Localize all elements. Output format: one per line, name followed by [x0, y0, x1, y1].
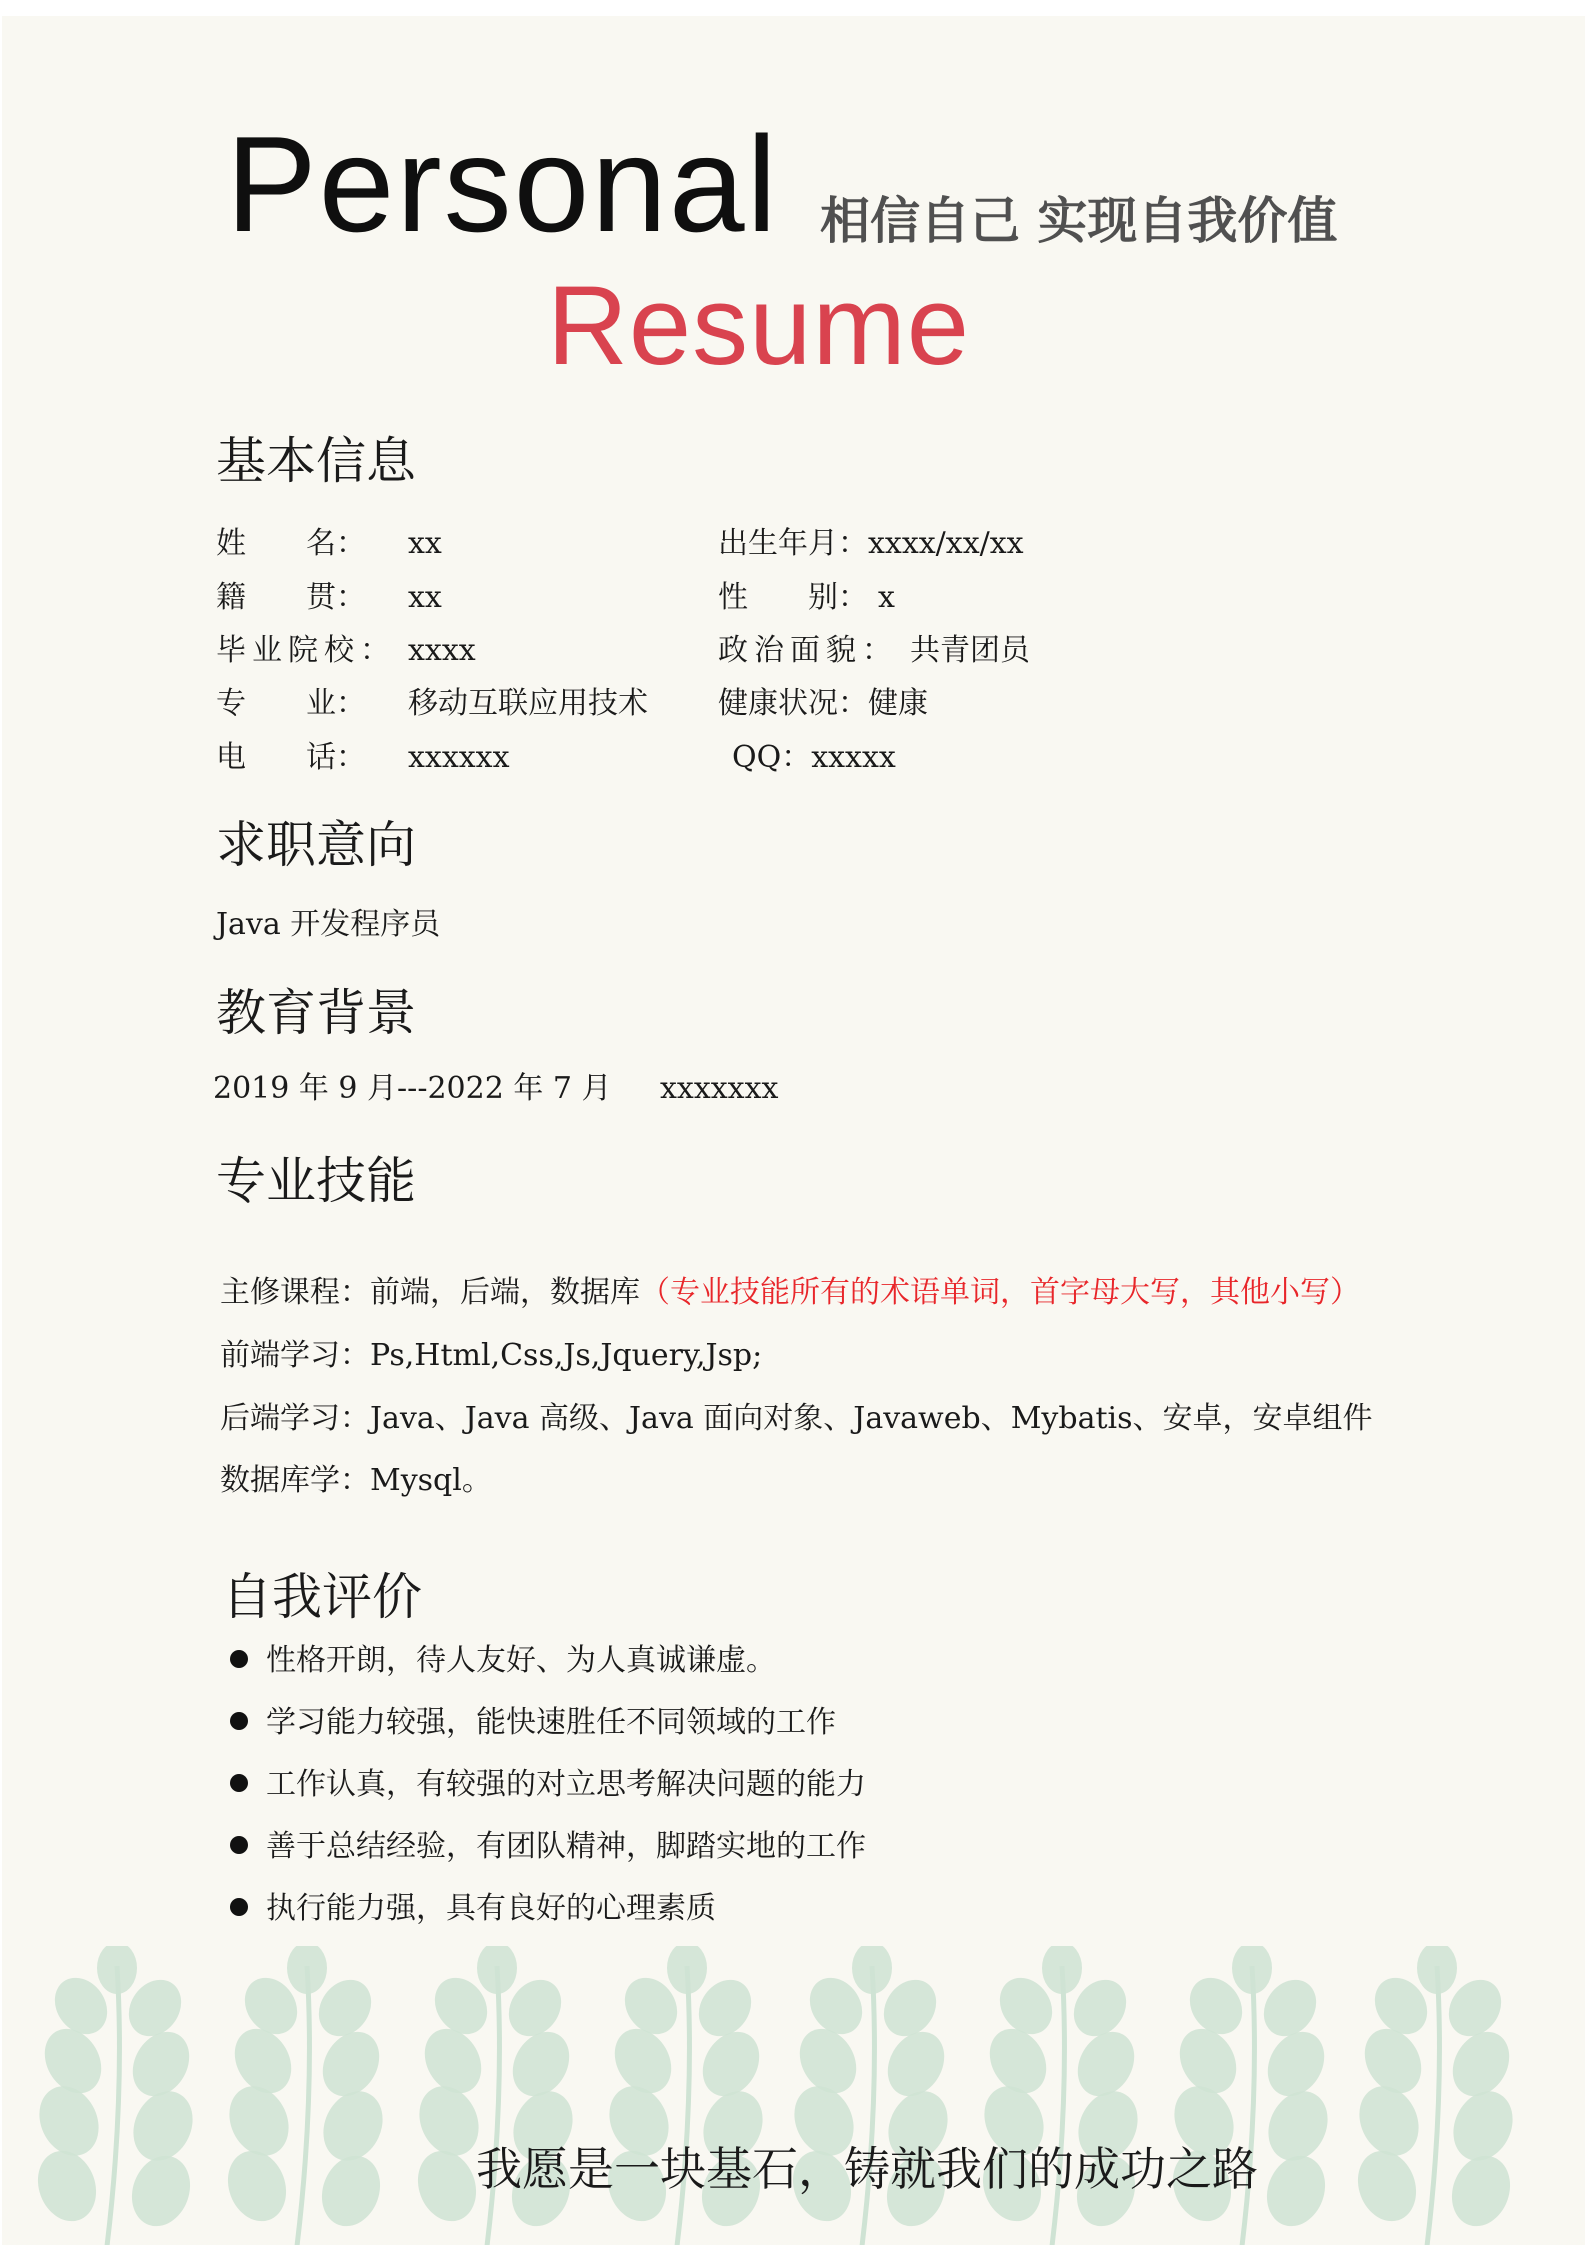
info-origin-label: 籍 贯：: [216, 580, 366, 615]
education-period: 2019 年 9 月---2022 年 7 月: [213, 1071, 612, 1106]
leaf-sprig-icon: [783, 1946, 958, 2245]
resume-page: [2, 16, 1585, 2245]
info-origin-value: xx: [408, 580, 442, 615]
self-evaluation-item: 学习能力较强，能快速胜任不同领域的工作: [230, 1708, 836, 1738]
leaf-sprig-icon: [973, 1946, 1148, 2245]
leaf-sprig-icon: [598, 1946, 773, 2245]
info-birth-label: 出生年月：: [718, 526, 868, 561]
title-personal: Personal: [226, 108, 779, 260]
title-resume: Resume: [547, 263, 971, 388]
education-heading: 教育背景: [216, 984, 416, 1042]
info-school-label: 毕业院校：: [216, 633, 396, 668]
bullet-dot-icon: [230, 1650, 248, 1668]
info-political-row: [718, 633, 1030, 668]
info-health-row: [718, 686, 928, 721]
bullet-dot-icon: [230, 1712, 248, 1730]
leaf-sprig-icon: [1348, 1946, 1523, 2245]
info-political-label: 政治面貌：: [718, 633, 898, 668]
education-school: xxxxxxx: [660, 1071, 779, 1106]
self-evaluation-item: 工作认真，有较强的对立思考解决问题的能力: [230, 1770, 866, 1800]
info-origin-row: [216, 580, 442, 615]
skills-main-note: （专业技能所有的术语单词，首字母大写，其他小写）: [640, 1275, 1360, 1310]
info-major-value: 移动互联应用技术: [408, 686, 648, 721]
skills-heading: 专业技能: [216, 1152, 416, 1210]
leaf-sprig-icon: [408, 1946, 583, 2245]
bullet-dot-icon: [230, 1774, 248, 1792]
info-phone-row: [216, 740, 510, 775]
info-qq-value: xxxxx: [811, 740, 896, 775]
info-major-label: 专 业：: [216, 686, 366, 721]
self-evaluation-item: 性格开朗，待人友好、为人真诚谦虚。: [230, 1646, 776, 1676]
info-name-row: [216, 526, 442, 561]
info-health-label: 健康状况：: [718, 686, 868, 721]
info-school-value: xxxx: [408, 633, 476, 668]
leaf-sprig-icon: [1163, 1946, 1338, 2245]
info-gender-value: x: [878, 580, 895, 615]
info-phone-value: xxxxxx: [408, 740, 510, 775]
info-political-value: 共青团员: [910, 633, 1030, 668]
job-intention-text: Java 开发程序员: [216, 907, 441, 942]
self-evaluation-item: 善于总结经验，有团队精神，脚踏实地的工作: [230, 1832, 866, 1862]
skills-database-line: 数据库学：Mysql。: [220, 1463, 492, 1498]
info-qq-row: [732, 740, 896, 775]
info-gender-row: [718, 580, 895, 615]
job-intention-heading: 求职意向: [216, 816, 416, 874]
info-gender-label: 性 别：: [718, 580, 868, 615]
skills-main-line: [220, 1275, 1360, 1310]
basic-info-heading: 基本信息: [216, 432, 416, 490]
info-major-row: [216, 686, 648, 721]
self-evaluation-item: 执行能力强，具有良好的心理素质: [230, 1894, 716, 1924]
bullet-dot-icon: [230, 1836, 248, 1854]
leaf-decoration: [2, 1946, 1585, 2245]
info-qq-label: QQ：: [732, 740, 812, 775]
info-name-label: 姓 名：: [216, 526, 366, 561]
skills-frontend-line: 前端学习：Ps,Html,Css,Js,Jquery,Jsp;: [220, 1338, 763, 1373]
slogan: 相信自己 实现自我价值: [820, 192, 1338, 250]
skills-backend-line: 后端学习：Java、Java 高级、Java 面向对象、Javaweb、Mybatis、安卓，安卓组件: [220, 1401, 1373, 1436]
info-birth-row: [718, 526, 1024, 561]
footer-quote: 我愿是一块基石，铸就我们的成功之路: [476, 2142, 1258, 2196]
leaf-sprig-icon: [218, 1946, 393, 2245]
info-name-value: xx: [408, 526, 442, 561]
info-school-row: [216, 633, 476, 668]
info-birth-value: xxxx/xx/xx: [868, 526, 1024, 561]
info-phone-label: 电 话：: [216, 740, 366, 775]
self-evaluation-heading: 自我评价: [222, 1568, 422, 1626]
leaf-sprig-icon: [28, 1946, 203, 2245]
skills-main-label: 主修课程：前端，后端，数据库: [220, 1275, 640, 1310]
info-health-value: 健康: [868, 686, 928, 721]
bullet-dot-icon: [230, 1898, 248, 1916]
